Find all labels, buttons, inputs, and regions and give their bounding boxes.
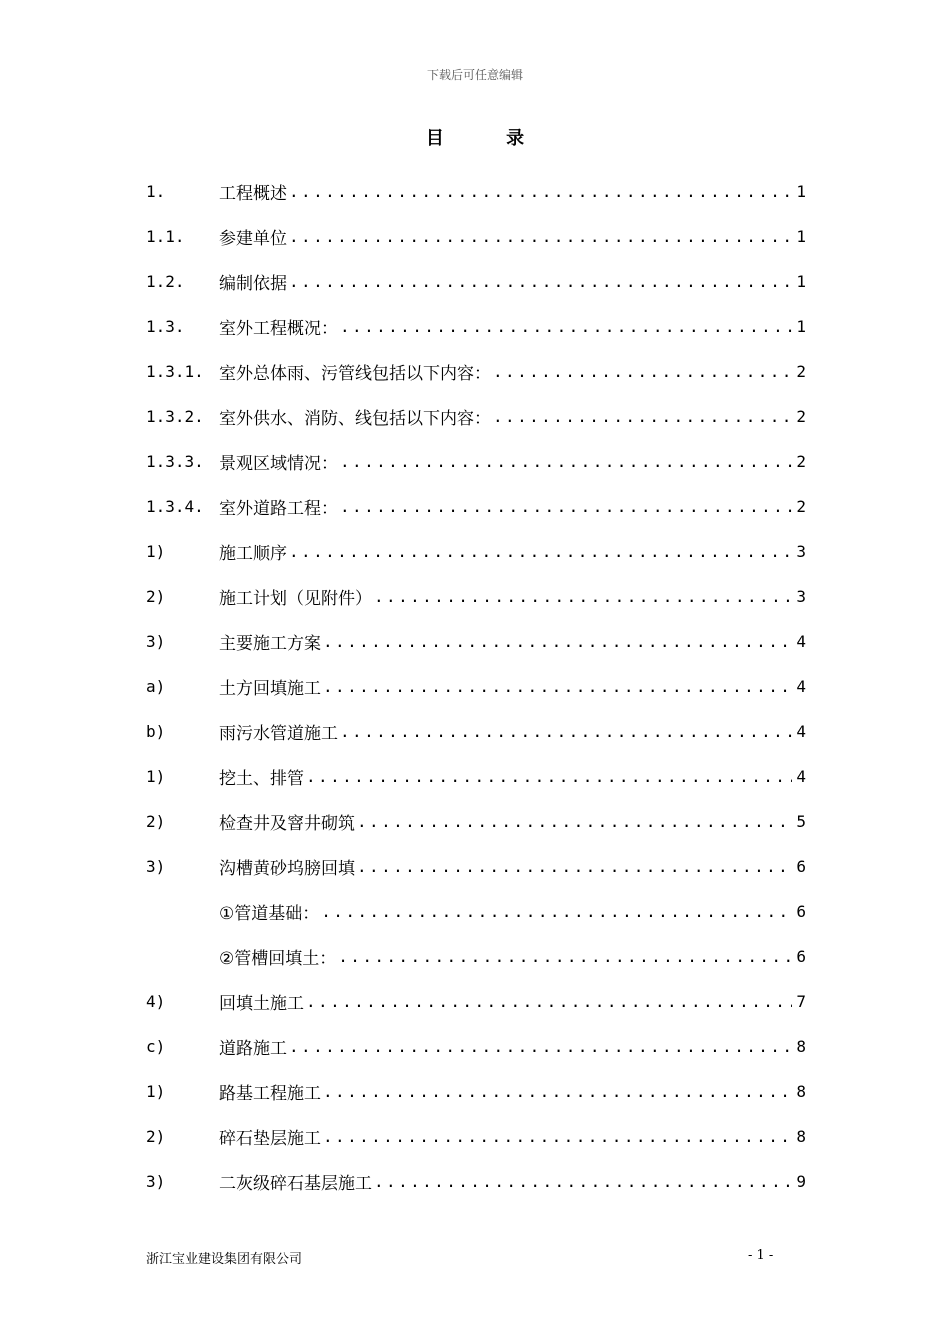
toc-entry[interactable]: [146, 259, 806, 304]
toc-entry-number: b): [146, 722, 166, 741]
toc-entry[interactable]: [146, 1069, 806, 1114]
toc-entry[interactable]: [146, 529, 806, 574]
toc-entry-page: 4: [796, 632, 806, 651]
toc-entry[interactable]: [146, 934, 806, 979]
toc-entry-page: 5: [796, 812, 806, 831]
toc-entry-number: 3): [146, 632, 166, 651]
toc-entry-page: 1: [796, 182, 806, 201]
toc-dot-leader: [289, 227, 792, 246]
toc-entry-number: 1): [146, 767, 166, 786]
toc-title: 目 录: [425, 128, 553, 149]
toc-dot-leader: [340, 722, 792, 741]
toc-entry[interactable]: [146, 619, 806, 664]
toc-entry-page: 7: [796, 992, 806, 1011]
table-of-contents: [146, 169, 806, 1204]
toc-entry[interactable]: [146, 574, 806, 619]
toc-entry-number: 1.2.: [146, 272, 185, 291]
toc-entry-title: 回填土施工: [219, 994, 304, 1014]
toc-entry[interactable]: [146, 394, 806, 439]
toc-entry-number: a): [146, 677, 166, 696]
toc-entry-page: 3: [796, 587, 806, 606]
toc-entry-number: 1.3.3.: [146, 452, 204, 471]
toc-entry-page: 6: [796, 857, 806, 876]
toc-dot-leader: [357, 812, 792, 831]
toc-entry-number: 1.1.: [146, 227, 185, 246]
toc-entry-title: 主要施工方案: [219, 634, 321, 654]
toc-entry-title: 二灰级碎石基层施工: [219, 1174, 372, 1194]
toc-entry[interactable]: [146, 439, 806, 484]
toc-entry-title: 道路施工: [219, 1039, 287, 1059]
toc-entry[interactable]: [146, 1159, 806, 1204]
toc-entry-number: 1.3.1.: [146, 362, 204, 381]
toc-entry[interactable]: [146, 799, 806, 844]
toc-entry-page: 4: [796, 677, 806, 696]
toc-entry-page: 1: [796, 272, 806, 291]
toc-dot-leader: [321, 902, 792, 921]
toc-entry-page: 8: [796, 1082, 806, 1101]
toc-entry-number: 1.3.4.: [146, 497, 204, 516]
footer-company: 浙江宝业建设集团有限公司: [146, 1252, 303, 1267]
toc-dot-leader: [289, 542, 792, 561]
toc-entry-number: 1.: [146, 182, 166, 201]
toc-entry-number: 1): [146, 542, 166, 561]
toc-dot-leader: [323, 1082, 792, 1101]
toc-entry-number: 3): [146, 1172, 166, 1191]
toc-dot-leader: [306, 767, 792, 786]
toc-dot-leader: [289, 182, 792, 201]
toc-dot-leader: [340, 497, 792, 516]
toc-entry[interactable]: [146, 349, 806, 394]
toc-dot-leader: [323, 1127, 792, 1146]
toc-entry-number: 1): [146, 1082, 166, 1101]
toc-dot-leader: [289, 272, 792, 291]
toc-entry-number: c): [146, 1037, 166, 1056]
toc-entry-number: 2): [146, 1127, 166, 1146]
toc-entry-title: 参建单位: [219, 229, 287, 249]
toc-entry[interactable]: [146, 889, 806, 934]
toc-entry-page: 2: [796, 362, 806, 381]
header-note: 下载后可任意编辑: [426, 68, 523, 82]
toc-entry-number: 1.3.: [146, 317, 185, 336]
toc-entry-page: 1: [796, 227, 806, 246]
toc-entry-title: 室外供水、消防、线包括以下内容：: [219, 409, 491, 429]
toc-dot-leader: [374, 587, 792, 606]
toc-dot-leader: [323, 677, 792, 696]
toc-entry-title: 景观区域情况：: [219, 454, 338, 474]
toc-dot-leader: [323, 632, 792, 651]
toc-entry-title: ②管槽回填土：: [219, 949, 337, 969]
toc-entry-title: 检查井及窨井砌筑: [219, 814, 355, 834]
toc-entry-title: 路基工程施工: [219, 1084, 321, 1104]
toc-entry-title: ①管道基础：: [219, 904, 320, 924]
toc-entry-title: 施工计划（见附件）: [219, 589, 372, 609]
toc-entry-number: 3): [146, 857, 166, 876]
toc-entry-page: 3: [796, 542, 806, 561]
toc-entry-page: 6: [796, 947, 806, 966]
toc-entry-title: 施工顺序: [219, 544, 287, 564]
toc-entry[interactable]: [146, 844, 806, 889]
toc-entry[interactable]: [146, 754, 806, 799]
toc-entry-page: 2: [796, 497, 806, 516]
toc-entry-title: 挖土、排管: [219, 769, 304, 789]
toc-entry-number: 1.3.2.: [146, 407, 204, 426]
toc-entry-title: 工程概述: [219, 184, 287, 204]
toc-dot-leader: [306, 992, 792, 1011]
toc-entry[interactable]: [146, 484, 806, 529]
toc-dot-leader: [340, 452, 792, 471]
toc-entry-page: 9: [796, 1172, 806, 1191]
toc-entry[interactable]: [146, 304, 806, 349]
toc-entry-title: 碎石垫层施工: [219, 1129, 321, 1149]
footer-page-number: - 1 -: [748, 1248, 774, 1263]
toc-entry-number: 2): [146, 812, 166, 831]
toc-dot-leader: [493, 362, 792, 381]
toc-entry[interactable]: [146, 709, 806, 754]
toc-entry-page: 2: [796, 452, 806, 471]
toc-entry-title: 沟槽黄砂坞膀回填: [219, 859, 355, 879]
toc-entry[interactable]: [146, 169, 806, 214]
toc-entry[interactable]: [146, 1114, 806, 1159]
toc-dot-leader: [289, 1037, 792, 1056]
toc-dot-leader: [340, 317, 792, 336]
toc-entry[interactable]: [146, 1024, 806, 1069]
toc-entry-title: 雨污水管道施工: [219, 724, 338, 744]
toc-entry-number: 4): [146, 992, 166, 1011]
toc-entry-title: 土方回填施工: [219, 679, 321, 699]
toc-entry-page: 2: [796, 407, 806, 426]
toc-entry-title: 室外道路工程：: [219, 499, 338, 519]
toc-entry-page: 1: [796, 317, 806, 336]
toc-entry[interactable]: [146, 214, 806, 259]
toc-entry-page: 8: [796, 1127, 806, 1146]
toc-dot-leader: [357, 857, 792, 876]
toc-entry-page: 4: [796, 767, 806, 786]
toc-entry-title: 室外工程概况：: [219, 319, 338, 339]
toc-entry-page: 4: [796, 722, 806, 741]
toc-entry-number: 2): [146, 587, 166, 606]
toc-dot-leader: [338, 947, 792, 966]
toc-dot-leader: [374, 1172, 792, 1191]
toc-dot-leader: [493, 407, 792, 426]
toc-entry[interactable]: [146, 664, 806, 709]
toc-entry-title: 编制依据: [219, 274, 287, 294]
toc-entry-title: 室外总体雨、污管线包括以下内容：: [219, 364, 491, 384]
toc-entry[interactable]: [146, 979, 806, 1024]
toc-entry-page: 6: [796, 902, 806, 921]
toc-entry-page: 8: [796, 1037, 806, 1056]
